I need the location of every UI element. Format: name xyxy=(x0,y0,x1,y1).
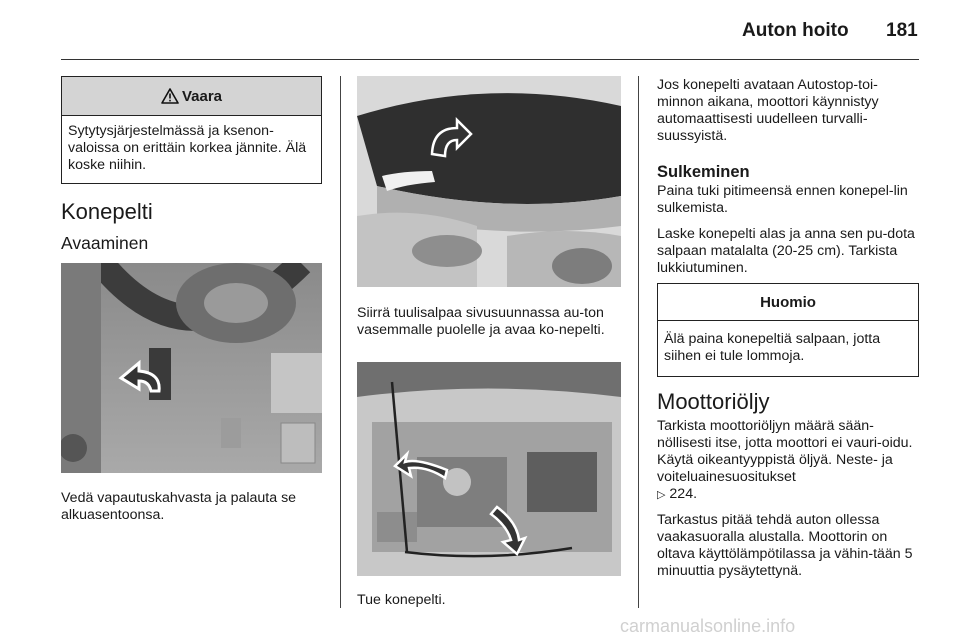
subheading-avaaminen: Avaaminen xyxy=(61,233,149,253)
subheading-sulkeminen: Sulkeminen xyxy=(657,163,750,181)
autostop-paragraph: Jos konepelti avataan Autostop-toi-minnon aikana, moottori käynnistyy automaattisesti uudelleen turvalli-suussyistä. xyxy=(657,77,879,144)
caption-hood-prop: Tue konepelti. xyxy=(357,592,446,608)
column-divider-right xyxy=(638,76,639,608)
photo-hood-prop xyxy=(357,362,621,576)
note-title: Huomio xyxy=(658,284,918,321)
watermark: carmanualsonline.info xyxy=(620,616,796,636)
moottorioljy-paragraph-1 xyxy=(657,418,925,504)
warning-triangle-icon xyxy=(161,88,179,104)
moottorioljy-paragraph-2: Tarkastus pitää tehdä auton ollessa vaakasuoralla alustalla. Moottorin on oltava käyttölämpötilassa ja vähin-tään 5 minuuttia pysäytettynä. xyxy=(657,512,913,579)
column-divider-left xyxy=(340,76,341,608)
photo-release-handle xyxy=(61,263,322,473)
sulkeminen-paragraph-1: Paina tuki pitimeensä ennen konepel-lin sulkemista. xyxy=(657,183,908,216)
section-heading-moottorioljy: Moottoriöljy xyxy=(657,389,770,414)
moottorioljy-text: Tarkista moottoriöljyn määrä sään-nöllisesti itse, jotta moottori ei vauri-oidu. Käytä oikeantyyppistä öljyä. Neste- ja voiteluainesuositukset xyxy=(657,418,913,485)
warning-text: Sytytysjärjestelmässä ja ksenon-valoissa on erittäin korkea jännite. Älä koske niihin. xyxy=(68,123,307,173)
section-heading-konepelti: Konepelti xyxy=(61,199,153,224)
warning-title: Vaara xyxy=(181,87,223,105)
page-header-title: Auton hoito xyxy=(742,20,849,41)
caption-hood-latch: Siirrä tuulisalpaa sivusuunnassa au-ton vasemmalle puolelle ja avaa ko-nepelti. xyxy=(357,305,605,338)
note-text: Älä paina konepeltiä salpaan, jotta siihen ei tule lommoja. xyxy=(664,331,881,364)
sulkeminen-paragraph-2: Laske konepelti alas ja anna sen pu-dota salpaan matalalta (20-25 cm). Tarkista lukkiutuminen. xyxy=(657,226,915,276)
page-number: 181 xyxy=(886,20,918,41)
warning-box xyxy=(61,76,322,184)
note-box xyxy=(657,283,919,377)
warning-header xyxy=(62,77,321,116)
caption-release-handle: Vedä vapautuskahvasta ja palauta se alkuasentoonsa. xyxy=(61,490,297,523)
photo-hood-latch xyxy=(357,76,621,287)
header-rule xyxy=(61,59,919,60)
reference-page: 224. xyxy=(669,486,698,502)
page-reference-arrow-icon: ▷ xyxy=(657,489,666,501)
